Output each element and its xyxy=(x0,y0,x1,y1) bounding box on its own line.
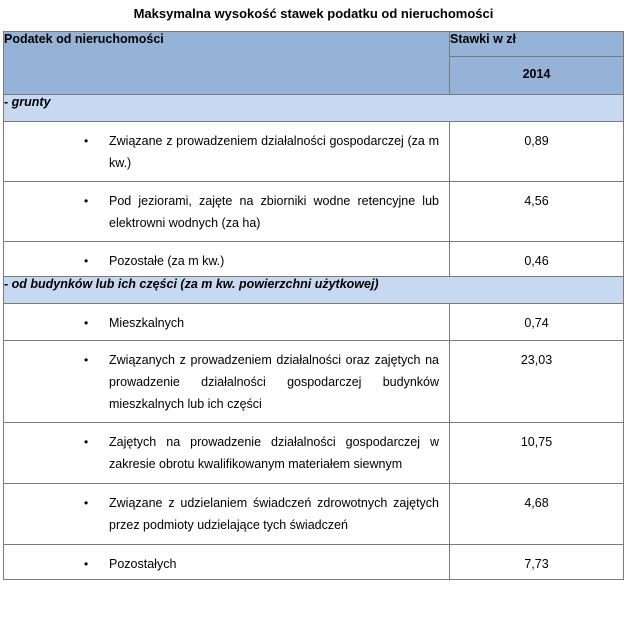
row-value: 4,68 xyxy=(450,484,624,545)
section-title: - od budynków lub ich części (za m kw. powierzchni użytkowej) xyxy=(4,277,624,304)
row-value: 4,56 xyxy=(450,182,624,242)
table-row xyxy=(4,484,624,545)
header-year: 2014 xyxy=(450,56,624,95)
row-label: • Pod jeziorami, zajęte na zbiorniki wodne retencyjne lub elektrowni wodnych (za ha) xyxy=(4,182,450,242)
row-label: • Związane z udzielaniem świadczeń zdrowotnych zajętych przez podmioty udzielające tych świadczeń xyxy=(4,484,450,545)
table-row xyxy=(4,182,624,242)
table-row xyxy=(4,341,624,423)
table-row xyxy=(4,423,624,484)
tax-rates-table xyxy=(3,31,624,580)
table-row xyxy=(4,242,624,277)
row-value: 0,46 xyxy=(450,242,624,277)
row-label: • Pozostałych xyxy=(4,545,450,580)
header-tax-type: Podatek od nieruchomości xyxy=(4,32,450,95)
row-label: • Pozostałe (za m kw.) xyxy=(4,242,450,277)
row-label: • Zajętych na prowadzenie działalności gospodarczej w zakresie obrotu kwalifikowanym materiałem siewnym xyxy=(4,423,450,484)
row-label: • Związane z prowadzeniem działalności gospodarczej (za m kw.) xyxy=(4,122,450,182)
section-title: - grunty xyxy=(4,95,624,122)
row-label: • Związanych z prowadzeniem działalności oraz zajętych na prowadzenie działalności gospodarczej budynków mieszkalnych lub ich części xyxy=(4,341,450,423)
header-rates: Stawki w zł xyxy=(450,32,624,57)
table-title: Maksymalna wysokość stawek podatku od nieruchomości xyxy=(133,6,494,21)
row-value: 7,73 xyxy=(450,545,624,580)
table-row xyxy=(4,122,624,182)
row-value: 0,89 xyxy=(450,122,624,182)
row-value: 23,03 xyxy=(450,341,624,423)
table-row xyxy=(4,545,624,580)
row-label: • Mieszkalnych xyxy=(4,304,450,341)
table-row xyxy=(4,304,624,341)
row-value: 10,75 xyxy=(450,423,624,484)
row-value: 0,74 xyxy=(450,304,624,341)
section-row xyxy=(4,277,624,304)
section-row xyxy=(4,95,624,122)
